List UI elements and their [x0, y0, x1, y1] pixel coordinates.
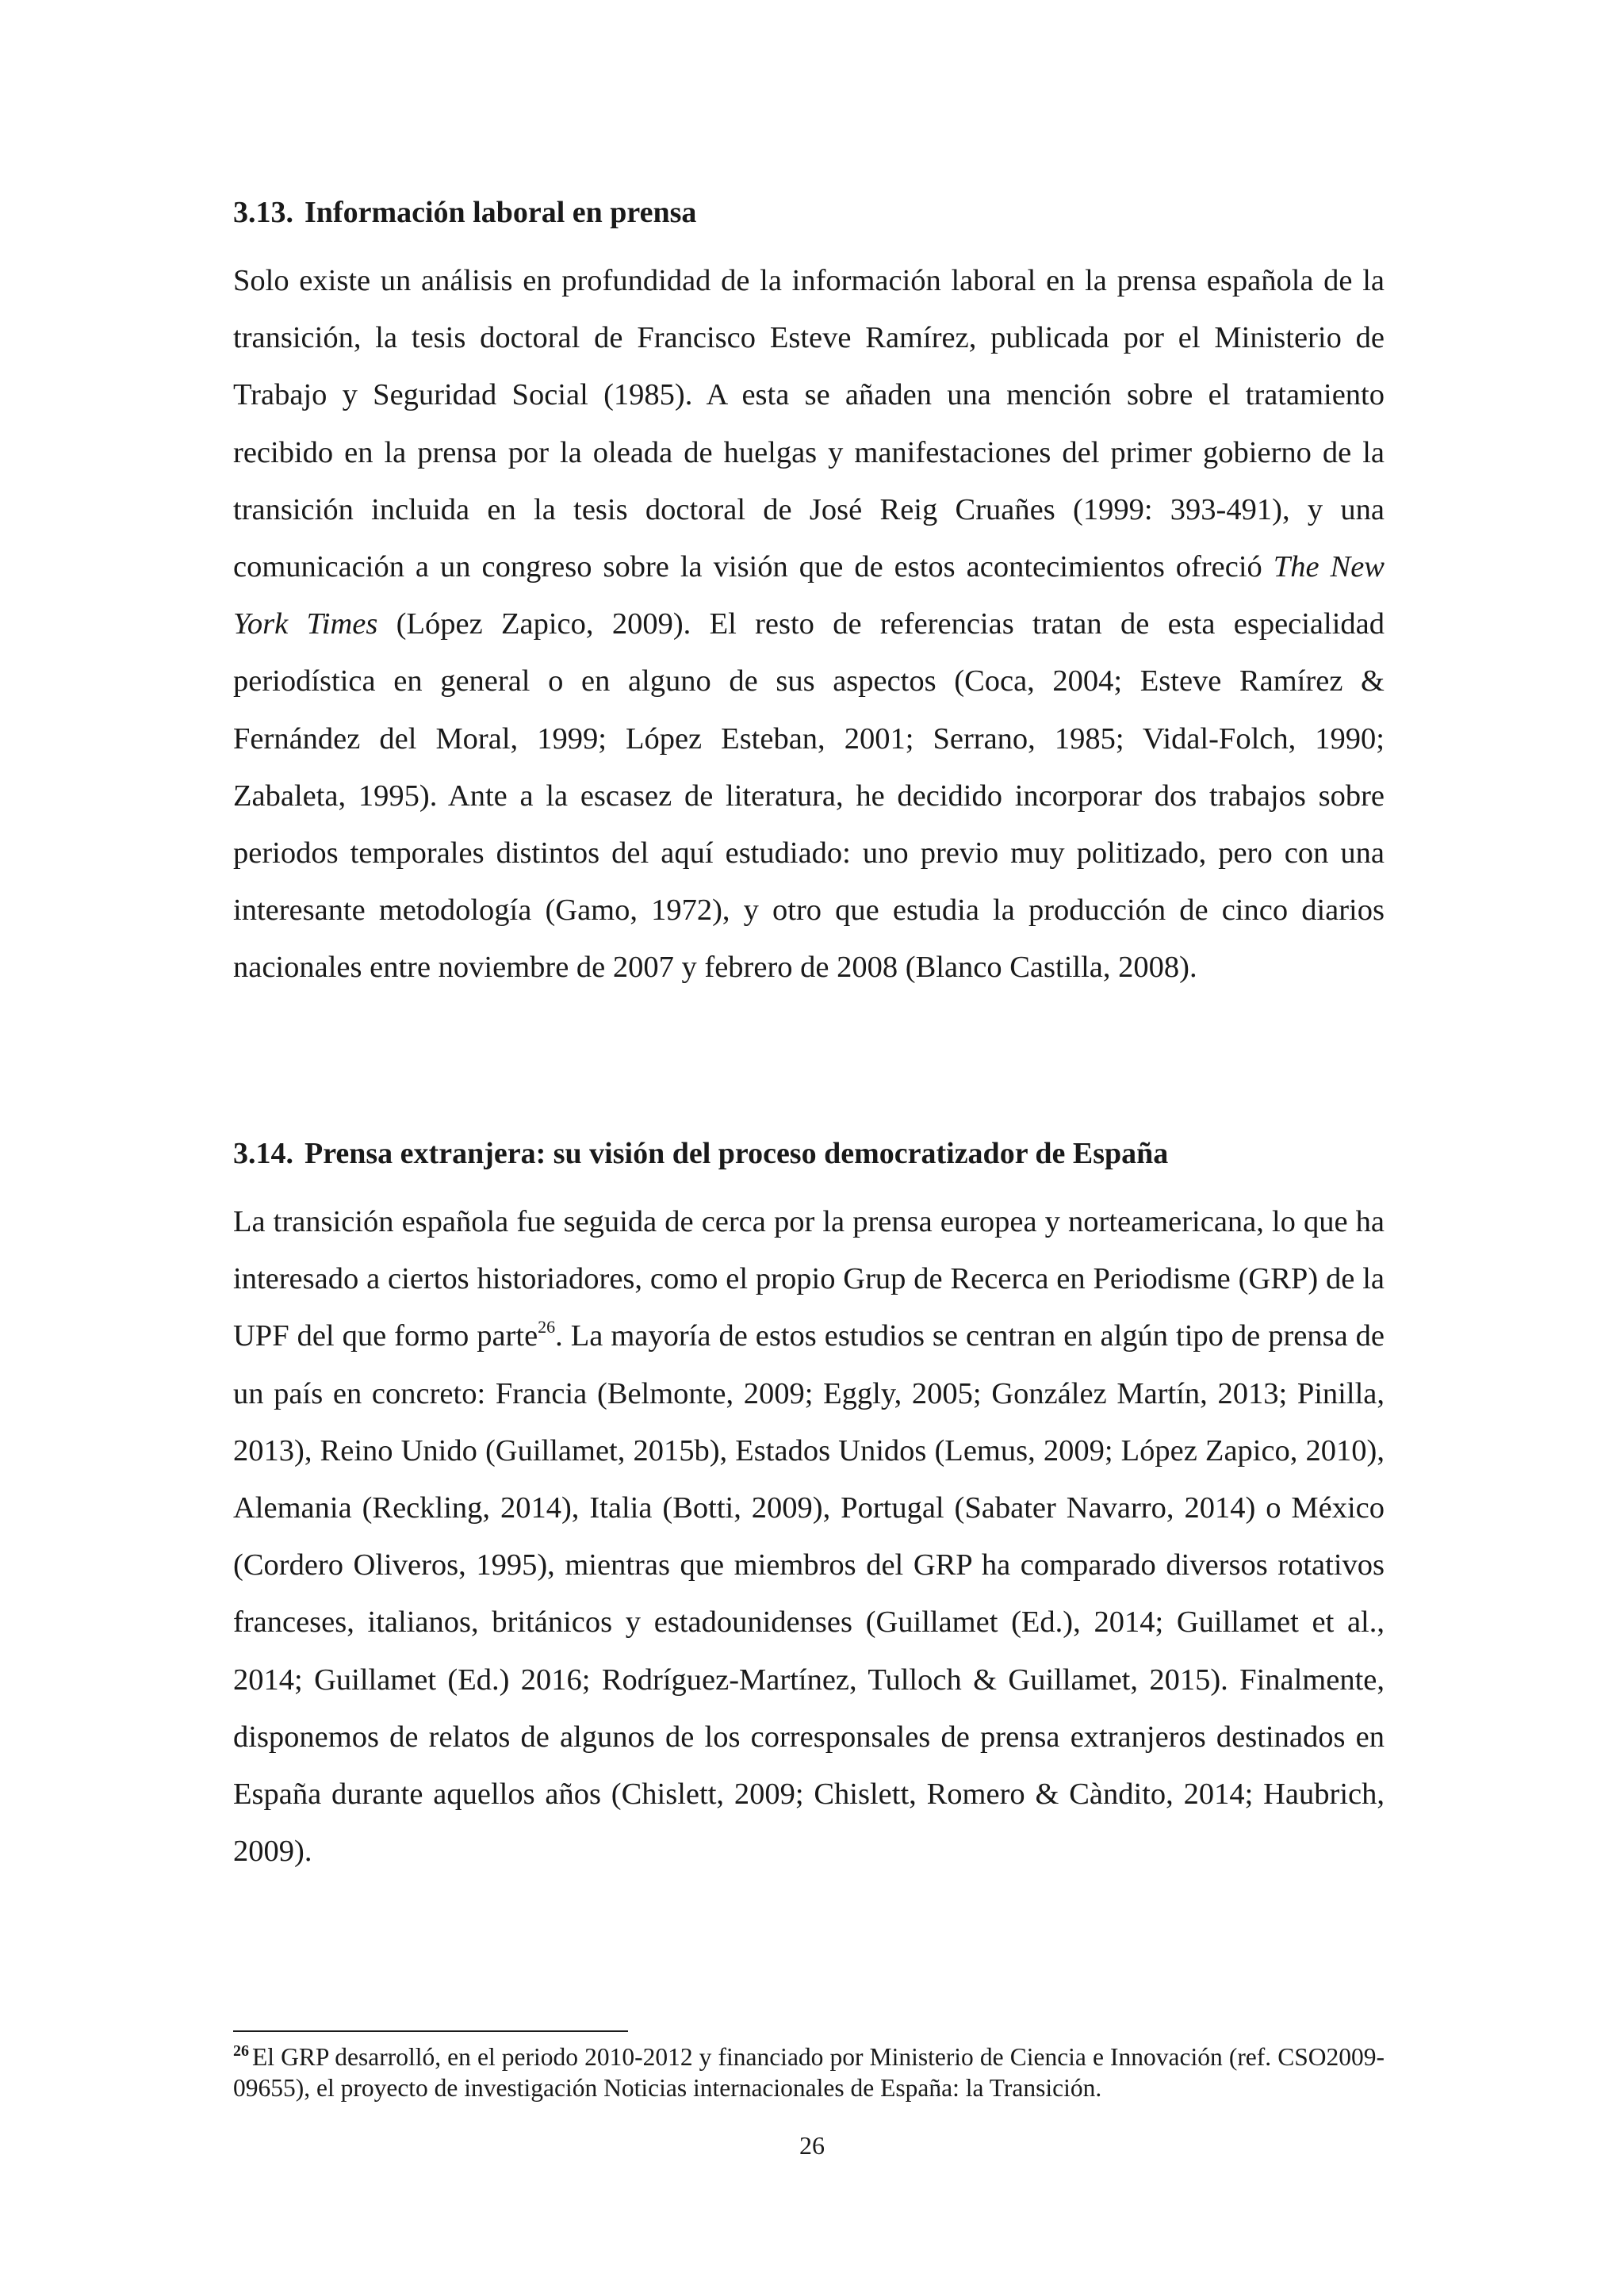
footnote-divider [233, 2030, 628, 2032]
section-title: Prensa extranjera: su visión del proceso democratizador de España [304, 1137, 1169, 1170]
footnote [233, 2042, 1385, 2103]
section-number: 3.13. [233, 196, 293, 229]
section-number: 3.14. [233, 1137, 293, 1170]
body-paragraph [233, 1193, 1385, 1880]
paragraph-text: Solo existe un análisis en profundidad de la información laboral en la prensa española de la transición, la tesis doctoral de Francisco Esteve Ramírez, publicada por el Ministerio de Trabajo y Seguridad Social (1985). A esta se añaden una mención sobre el tratamiento recibido en la prensa por la oleada de huelgas y manifestaciones del primer gobierno de la transición incluida en la tesis doctoral de José Reig Cruañes (1999: 393-491), y una comunicación a un congreso sobre la visión que de estos acontecimientos ofreció [233, 264, 1385, 584]
paragraph-text: (López Zapico, 2009). El resto de referencias tratan de esta especialidad periodística en general o en alguno de sus aspectos (Coca, 2004; Esteve Ramírez & Fernández del Moral, 1999; López Esteban, 2001; Serrano, 1985; Vidal-Folch, 1990; Zabaleta, 1995). Ante a la escasez de literatura, he decidido incorporar dos trabajos sobre periodos temporales distintos del aquí estudiado: uno previo muy politizado, pero con una interesante metodología (Gamo, 1972), y otro que estudia la producción de cinco diarios nacionales entre noviembre de 2007 y febrero de 2008 (Blanco Castilla, 2008). [233, 607, 1385, 985]
footnote-text: El GRP desarrolló, en el periodo 2010-2012 y financiado por Ministerio de Ciencia e Innovación (ref. CSO2009-09655), el proyecto de investigación Noticias internacionales de España: la Transición. [233, 2043, 1385, 2102]
body-paragraph [233, 252, 1385, 997]
section-title: Información laboral en prensa [304, 196, 697, 229]
paragraph-text: . La mayoría de estos estudios se centran en algún tipo de prensa de un país en concreto: Francia (Belmonte, 2009; Eggly, 2005; González Martín, 2013; Pinilla, 2013), Reino Unido (Guillamet, 2015b), Estados Unidos (Lemus, 2009; López Zapico, 2010), Alemania (Reckling, 2014), Italia (Botti, 2009), Portugal (Sabater Navarro, 2014) o México (Cordero Oliveros, 1995), mientras que miembros del GRP ha comparado diversos rotativos franceses, italianos, británicos y estadounidenses (Guillamet (Ed.), 2014; Guillamet et al., 2014; Guillamet (Ed.) 2016; Rodríguez-Martínez, Tulloch & Guillamet, 2015). Finalmente, disponemos de relatos de algunos de los corresponsales de prensa extranjeros destinados en España durante aquellos años (Chislett, 2009; Chislett, Romero & Càndito, 2014; Haubrich, 2009). [233, 1319, 1385, 1869]
section-heading-3-14 [233, 1136, 1391, 1171]
page-number: 26 [799, 2131, 825, 2160]
newspaper-title: The New York Times [233, 550, 1385, 641]
footnote-mark: 26 [233, 2042, 249, 2060]
section-heading-3-13 [233, 195, 1391, 230]
paragraph-text: La transición española fue seguida de cerca por la prensa europea y norteamericana, lo que ha interesado a ciertos historiadores, como el propio Grup de Recerca en Periodisme (GRP) de la UPF del que formo parte [233, 1205, 1385, 1353]
footnote-reference[interactable]: 26 [538, 1317, 556, 1337]
